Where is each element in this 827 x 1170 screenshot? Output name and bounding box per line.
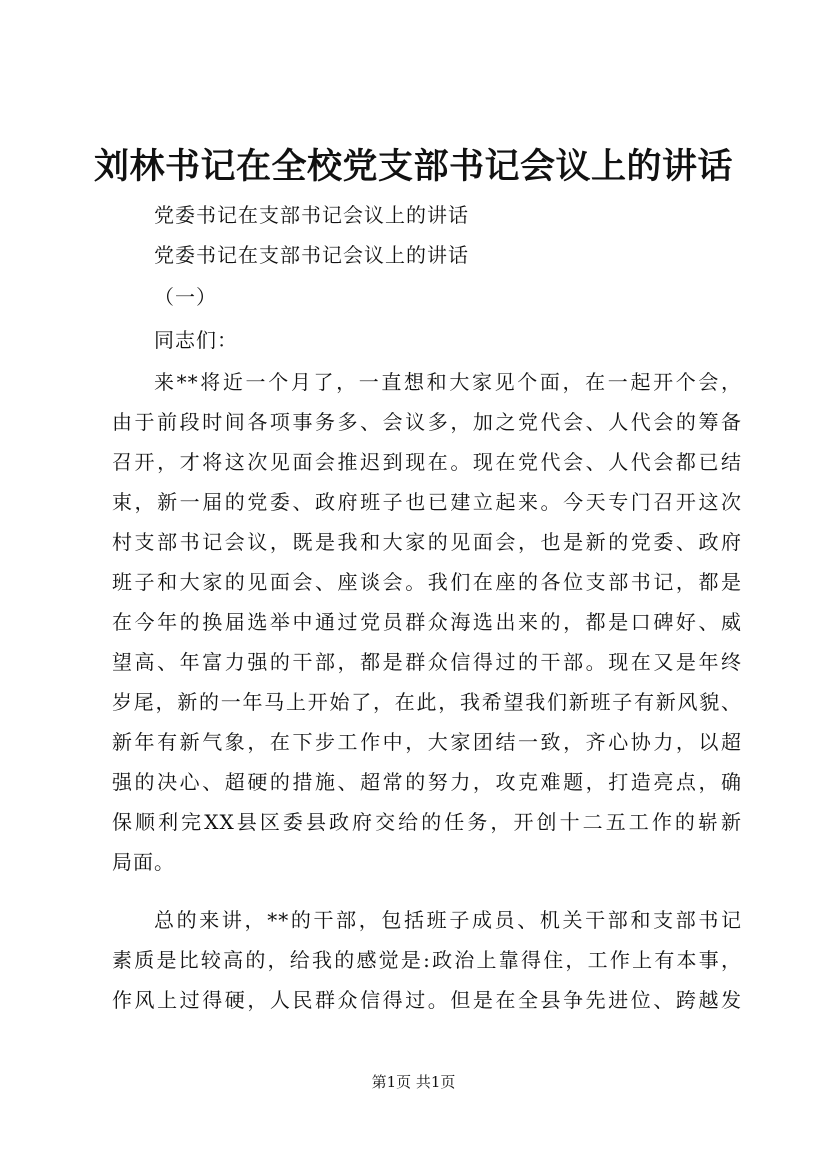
paragraph-line: 由于前段时间各项事务多、会议多，加之党代会、人代会的筹备	[112, 410, 742, 434]
paragraph-line: 召开，才将这次见面会推迟到现在。现在党代会、人代会都已结	[112, 450, 742, 474]
salutation: 同志们：	[154, 328, 238, 352]
section-marker: （一）	[154, 285, 217, 309]
paragraph-line: 束，新一届的党委、政府班子也已建立起来。今天专门召开这次	[112, 490, 742, 514]
page-footer: 第1页 共1页	[371, 1073, 456, 1091]
paragraph-2	[112, 900, 742, 1020]
document-title: 刘林书记在全校党支部书记会议上的讲话	[93, 146, 733, 187]
paragraph-line: 强的决心、超硬的措施、超常的努力，攻克难题，打造亮点，确	[112, 770, 742, 794]
paragraph-line: 作风上过得硬，人民群众信得过。但是在全县争先进位、跨越发	[112, 988, 742, 1012]
paragraph-1	[112, 362, 742, 882]
paragraph-line: 新年有新气象，在下步工作中，大家团结一致，齐心协力，以超	[112, 730, 742, 754]
subtitle-line-1: 党委书记在支部书记会议上的讲话	[154, 203, 469, 227]
subtitle-line-2: 党委书记在支部书记会议上的讲话	[154, 243, 469, 267]
paragraph-line: 总的来讲，**的干部，包括班子成员、机关干部和支部书记	[154, 908, 742, 932]
paragraph-line: 岁尾，新的一年马上开始了，在此，我希望我们新班子有新风貌、	[112, 690, 742, 714]
paragraph-line: 素质是比较高的，给我的感觉是:政治上靠得住，工作上有本事，	[112, 948, 742, 972]
paragraph-line: 村支部书记会议，既是我和大家的见面会，也是新的党委、政府	[112, 530, 742, 554]
paragraph-line: 来**将近一个月了，一直想和大家见个面，在一起开个会，	[154, 370, 742, 394]
paragraph-line: 班子和大家的见面会、座谈会。我们在座的各位支部书记，都是	[112, 570, 742, 594]
paragraph-line: 局面。	[112, 850, 175, 874]
paragraph-line: 保顺利完XX县区委县政府交给的任务，开创十二五工作的崭新	[112, 810, 742, 834]
paragraph-line: 在今年的换届选举中通过党员群众海选出来的，都是口碑好、威	[112, 610, 742, 634]
paragraph-line: 望高、年富力强的干部，都是群众信得过的干部。现在又是年终	[112, 650, 742, 674]
